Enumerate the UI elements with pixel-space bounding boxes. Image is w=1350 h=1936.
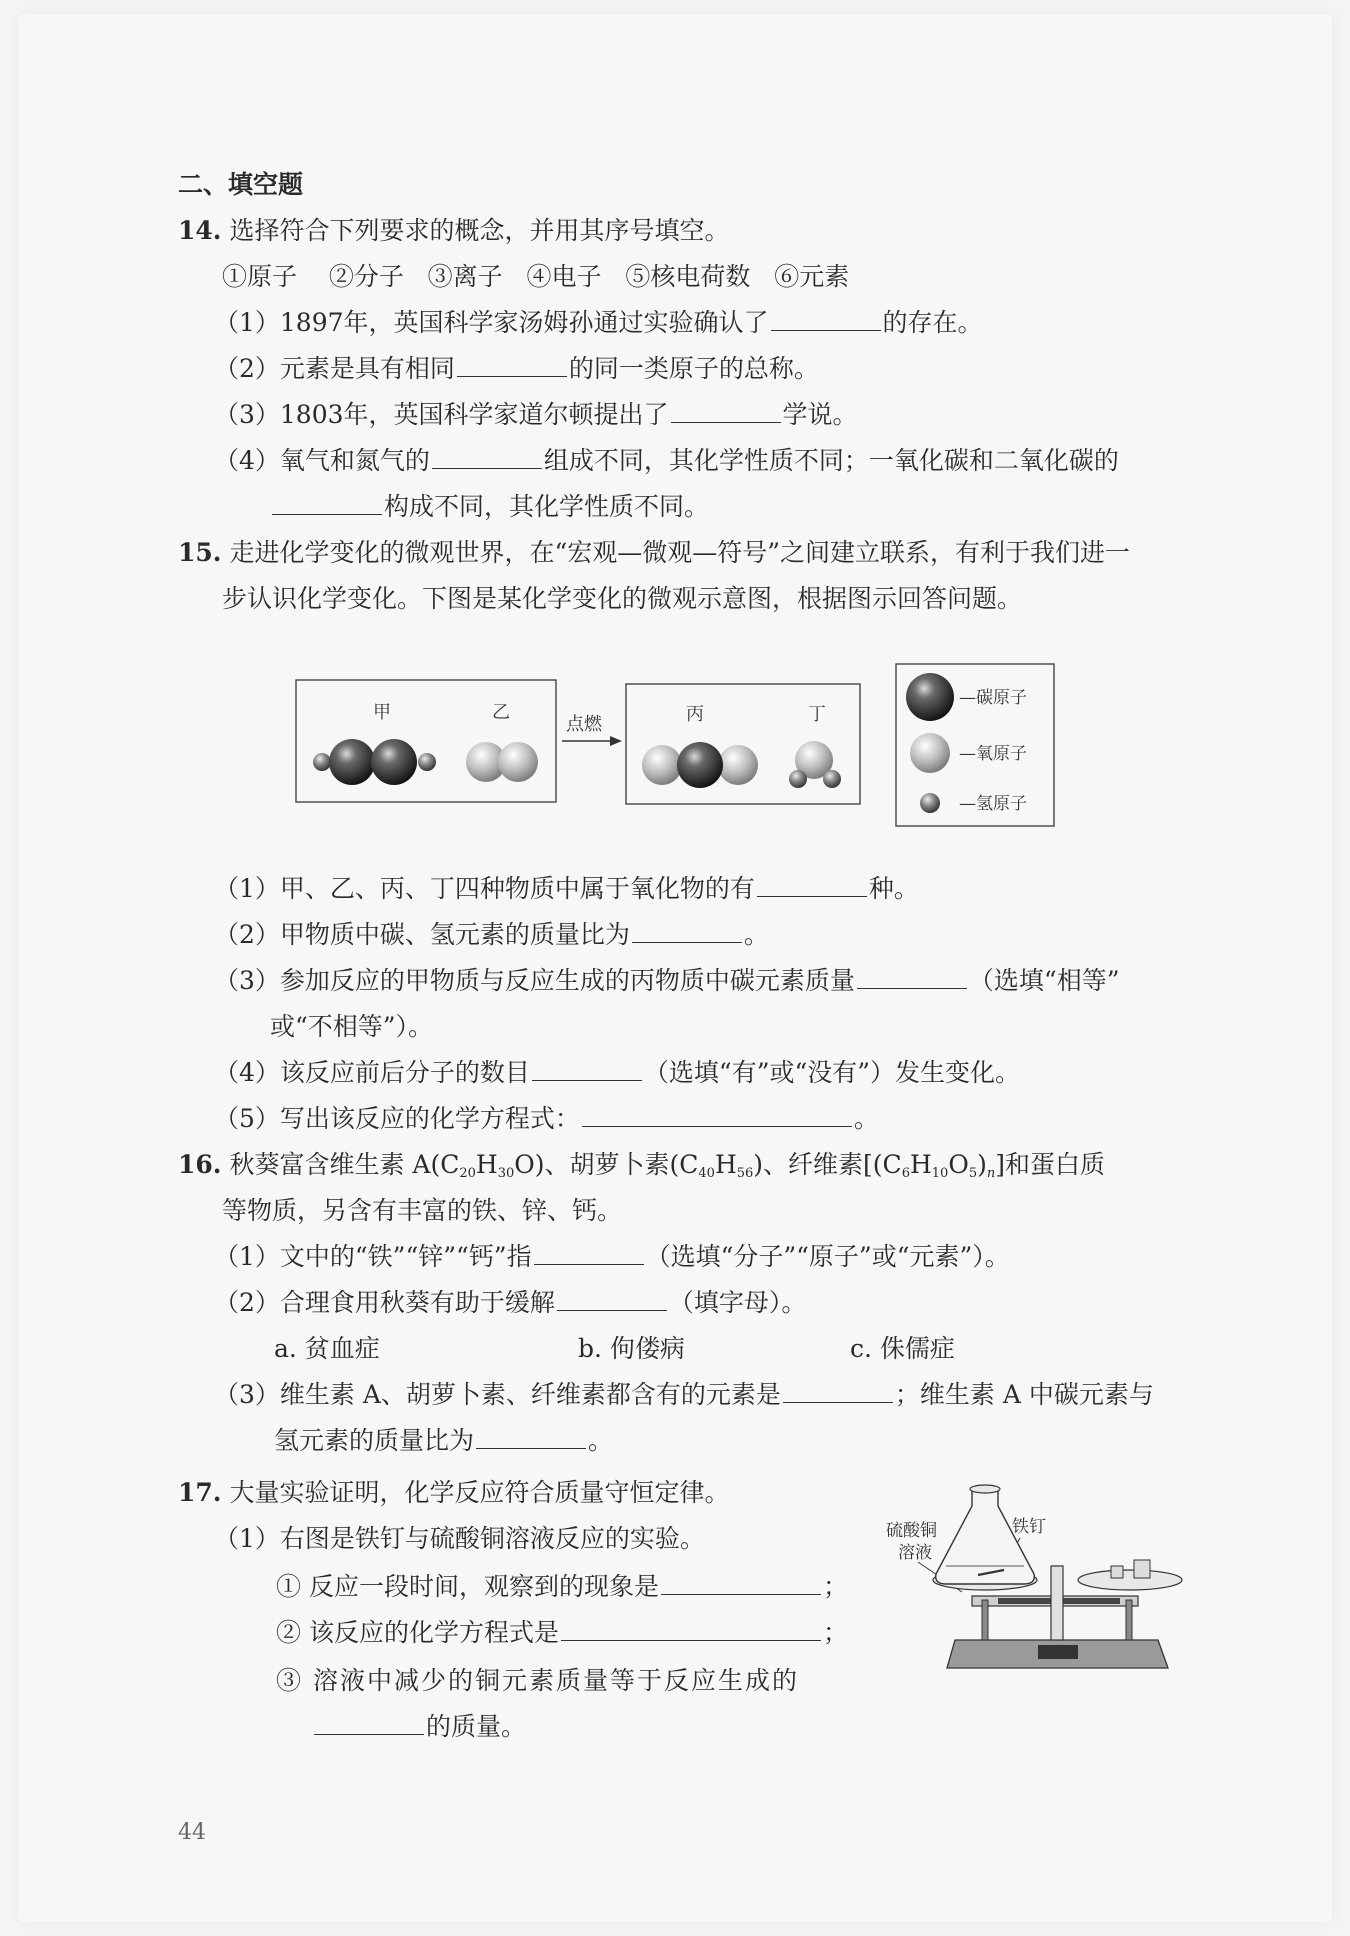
q16-stem-f: H bbox=[909, 1150, 932, 1179]
q16-p3-text-mid: ；维生素 A 中碳元素与 bbox=[894, 1380, 1154, 1409]
q16-sub: 5 bbox=[968, 1166, 978, 1181]
q15-part-3-cont: 或“不相等”）。 bbox=[270, 1012, 434, 1041]
label-iron-nail: 铁钉 bbox=[1012, 1517, 1046, 1537]
q14-p1-text-end: 的存在。 bbox=[882, 308, 983, 337]
page-number: 44 bbox=[178, 1820, 206, 1845]
q14-option-5: ⑤核电荷数 bbox=[625, 262, 751, 291]
q16-p1-text-end: （选填“分子”“原子”或“元素”）。 bbox=[645, 1242, 1010, 1271]
q14-option-3: ③离子 bbox=[427, 262, 503, 291]
section-title: 二、填空题 bbox=[178, 170, 304, 199]
q16-sub: 40 bbox=[698, 1166, 715, 1181]
q16-choice-b: b. 佝偻病 bbox=[578, 1334, 685, 1363]
label-yi: 乙 bbox=[492, 702, 510, 723]
q14-option-2: ②分子 bbox=[328, 262, 404, 291]
q14-p4-text: （4）氧气和氮气的 bbox=[214, 446, 430, 475]
label-copper-sulfate-1: 硫酸铜 bbox=[886, 1521, 937, 1541]
q16-p1-text: （1）文中的“铁”“锌”“钙”指 bbox=[214, 1242, 532, 1271]
legend-carbon-label: —碳原子 bbox=[959, 688, 1027, 708]
q16-p3-text-end: 。 bbox=[588, 1426, 614, 1455]
q15-p2-text: （2）甲物质中碳、氢元素的质量比为 bbox=[214, 920, 630, 949]
q15-p1-text: （1）甲、乙、丙、丁四种物质中属于氧化物的有 bbox=[214, 874, 755, 903]
weight bbox=[1134, 1560, 1150, 1578]
q16-p3-text-cont: 氢元素的质量比为 bbox=[274, 1426, 475, 1455]
q16-p2-text: （2）合理食用秋葵有助于缓解 bbox=[214, 1288, 555, 1317]
label-copper-sulfate-2: 溶液 bbox=[898, 1543, 932, 1563]
q17-s2-text: ② 该反应的化学方程式是 bbox=[276, 1618, 559, 1647]
q14-p3-text-end: 学说。 bbox=[782, 400, 858, 429]
q16-choice-a: a. 贫血症 bbox=[274, 1334, 380, 1363]
weight bbox=[1111, 1566, 1123, 1578]
q14-stem: 选择符合下列要求的概念，并用其序号填空。 bbox=[229, 216, 730, 245]
q15-p2-text-end: 。 bbox=[743, 920, 769, 949]
q15-p1-text-end: 种。 bbox=[868, 874, 919, 903]
q16-choice-c: c. 侏儒症 bbox=[850, 1334, 955, 1363]
q16-stem-b: H bbox=[475, 1150, 498, 1179]
q16-sub: 10 bbox=[931, 1166, 949, 1181]
q16-stem-g: O bbox=[948, 1150, 969, 1179]
label-ding: 丁 bbox=[808, 704, 826, 725]
q16-stem-line-2: 等物质，另含有丰富的铁、锌、钙。 bbox=[222, 1196, 623, 1225]
q15-p4-text-end: （选填“有”或“没有”）发生变化。 bbox=[643, 1058, 1021, 1087]
q17-s2-text-end: ； bbox=[822, 1618, 848, 1647]
q17-number: 17. bbox=[178, 1478, 222, 1507]
conical-flask bbox=[936, 1490, 1035, 1584]
legend-hydrogen-label: —氢原子 bbox=[959, 794, 1027, 814]
q15-p5-text: （5）写出该反应的化学方程式： bbox=[214, 1104, 580, 1133]
arrow-label-ignite: 点燃 bbox=[566, 714, 602, 735]
balance-leg-left bbox=[982, 1600, 988, 1640]
q16-stem-a: 秋葵富含维生素 A(C bbox=[229, 1150, 460, 1179]
q16-sub: 56 bbox=[736, 1166, 754, 1181]
flask-stopper bbox=[970, 1485, 1000, 1493]
q15-p4-text: （4）该反应前后分子的数目 bbox=[214, 1058, 530, 1087]
q17-stem: 大量实验证明，化学反应符合质量守恒定律。 bbox=[229, 1478, 730, 1507]
q16-stem-i: ]和蛋白质 bbox=[995, 1150, 1106, 1179]
q15-p3-text-mid: （选填“相等” bbox=[968, 966, 1120, 995]
q15-stem-line-2: 步认识化学变化。下图是某化学变化的微观示意图，根据图示回答问题。 bbox=[222, 584, 1023, 613]
q14-p1-text: （1）1897年，英国科学家汤姆孙通过实验确认了 bbox=[214, 308, 769, 337]
label-jia: 甲 bbox=[373, 702, 391, 723]
q15-stem-1: 走进化学变化的微观世界，在“宏观—微观—符号”之间建立联系，有利于我们进一 bbox=[229, 538, 1131, 567]
q17-part-1: （1）右图是铁钉与硫酸铜溶液反应的实验。 bbox=[214, 1524, 705, 1553]
q17-s3-text-end: 的质量。 bbox=[426, 1712, 527, 1741]
q14-p4-text-end: 构成不同，其化学性质不同。 bbox=[384, 492, 710, 521]
balance-pan-right bbox=[1078, 1570, 1182, 1590]
q16-stem-h: ) bbox=[977, 1150, 987, 1179]
label-bing: 丙 bbox=[686, 704, 704, 725]
q15-p3-text: （3）参加反应的甲物质与反应生成的丙物质中碳元素质量 bbox=[214, 966, 855, 995]
q16-number: 16. bbox=[178, 1150, 222, 1179]
q16-sub: n bbox=[986, 1166, 996, 1181]
balance-leg-right bbox=[1126, 1600, 1132, 1640]
q16-stem-e: )、纤维素[(C bbox=[753, 1150, 902, 1179]
balance-base-slot bbox=[1038, 1645, 1078, 1659]
q14-number: 14. bbox=[178, 216, 222, 245]
q14-option-1: ①原子 bbox=[222, 262, 298, 291]
q14-p4-text-mid: 组成不同，其化学性质不同；一氧化碳和二氧化碳的 bbox=[543, 446, 1119, 475]
q16-p2-text-end: （填字母）。 bbox=[668, 1288, 807, 1317]
q17-s1-text-end: ； bbox=[822, 1572, 848, 1601]
q16-sub: 20 bbox=[459, 1166, 476, 1181]
q16-sub: 30 bbox=[497, 1166, 515, 1181]
q14-p2-text-end: 的同一类原子的总称。 bbox=[568, 354, 819, 383]
q17-s1-text: ① 反应一段时间，观察到的现象是 bbox=[276, 1572, 659, 1601]
q17-sub-3: ③ 溶液中减少的铜元素质量等于反应生成的 bbox=[276, 1666, 799, 1695]
q14-p2-text: （2）元素是具有相同 bbox=[214, 354, 455, 383]
q16-p3-text: （3）维生素 A、胡萝卜素、纤维素都含有的元素是 bbox=[214, 1380, 781, 1409]
q16-stem-c: O)、胡萝卜素(C bbox=[514, 1150, 699, 1179]
q14-option-4: ④电子 bbox=[526, 262, 602, 291]
legend-oxygen-label: —氧原子 bbox=[959, 744, 1027, 764]
q14-option-6: ⑥元素 bbox=[774, 262, 850, 291]
q14-p3-text: （3）1803年，英国科学家道尔顿提出了 bbox=[214, 400, 669, 429]
q16-stem-d: H bbox=[714, 1150, 737, 1179]
q15-number: 15. bbox=[178, 538, 222, 567]
q15-p5-text-end: 。 bbox=[853, 1104, 879, 1133]
q16-sub: 6 bbox=[901, 1166, 910, 1181]
balance-post bbox=[1051, 1566, 1063, 1640]
